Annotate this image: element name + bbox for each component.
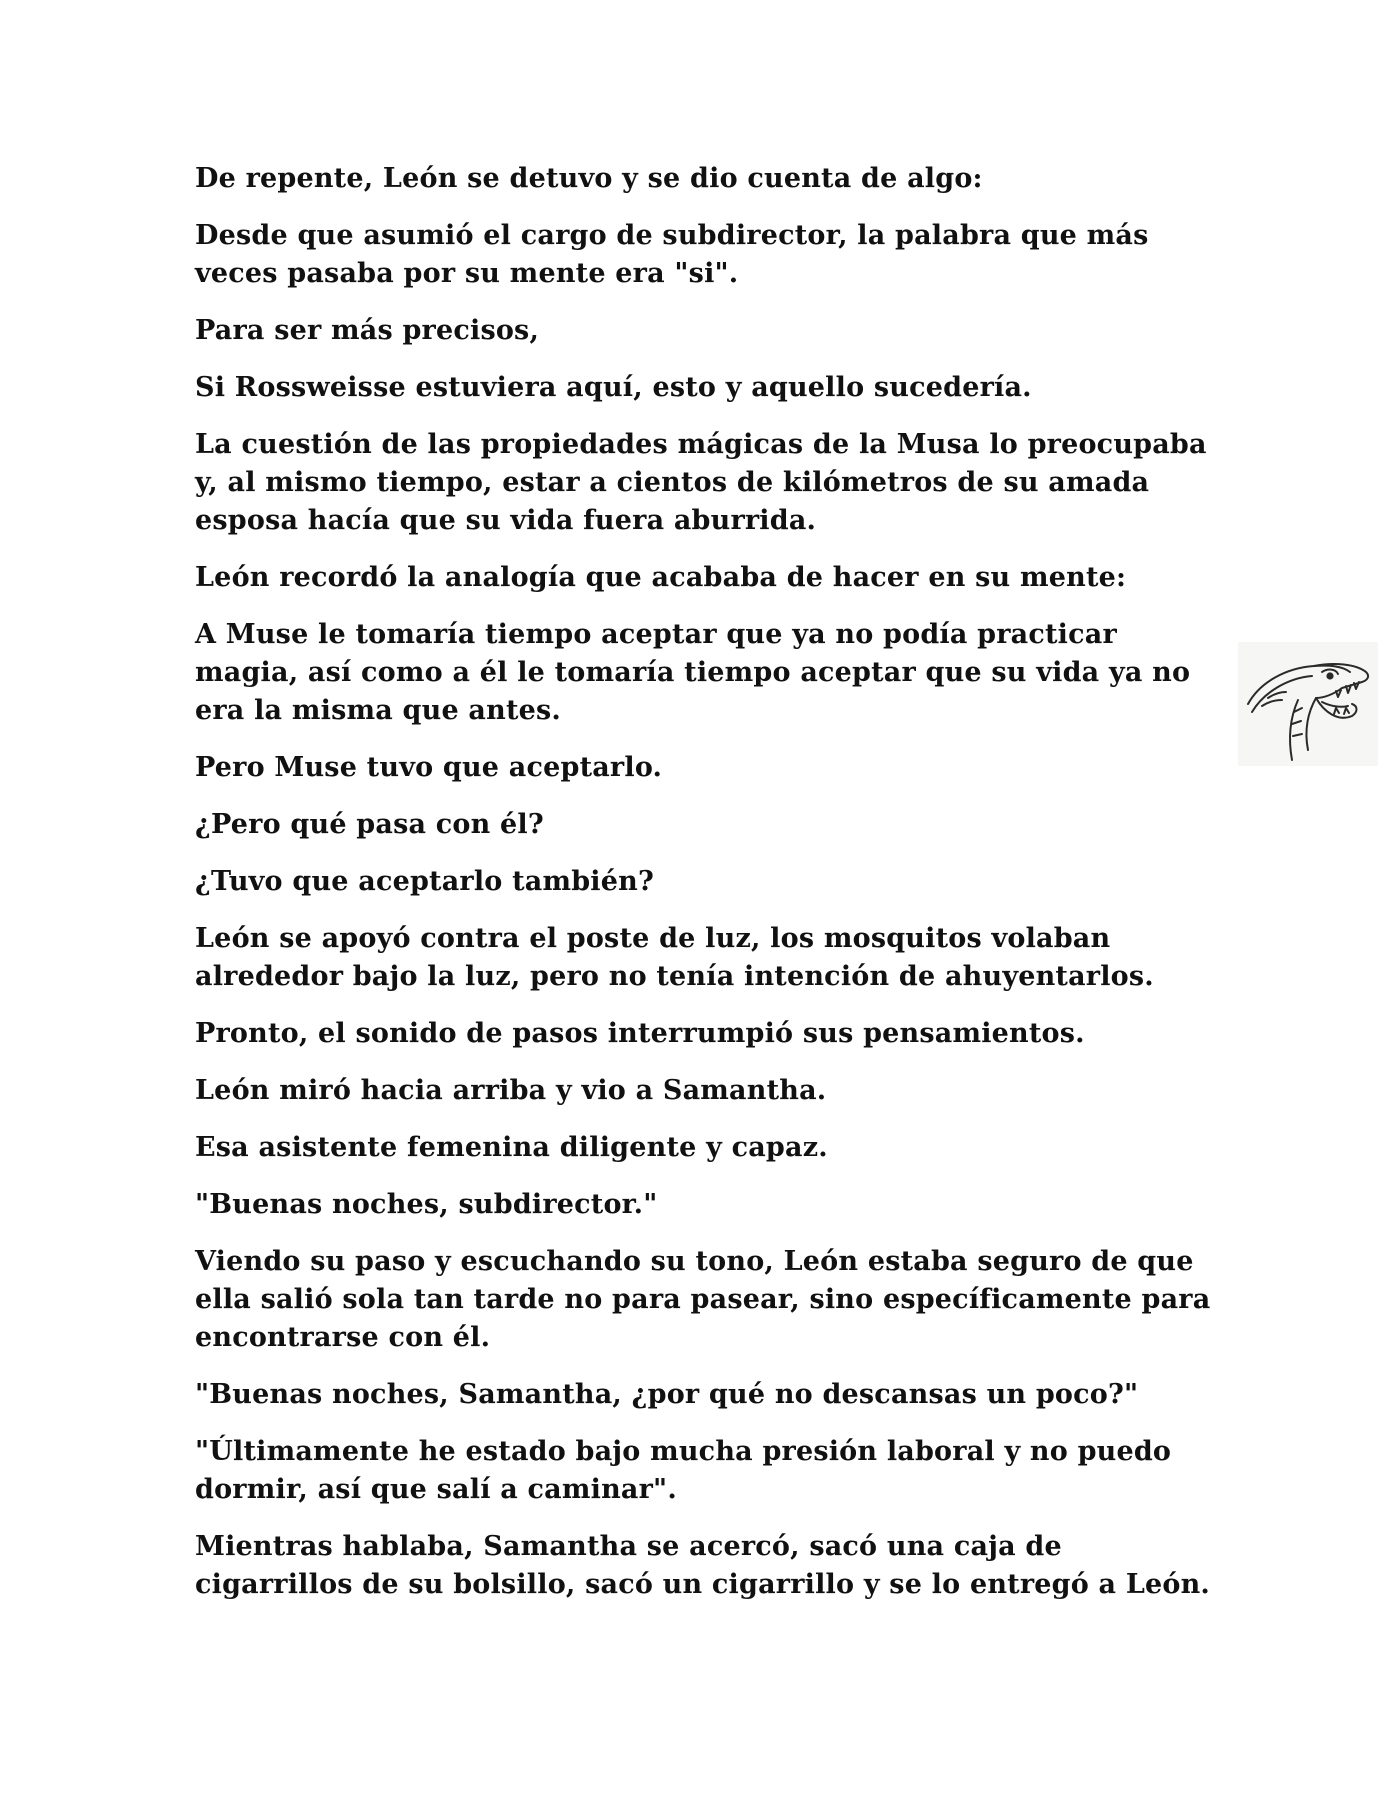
paragraph: Viendo su paso y escuchando su tono, León estaba seguro de que ella salió sola tan tarde no para pasear, sino específicamente para encontrarse con él. [195, 1246, 1211, 1353]
paragraph: Desde que asumió el cargo de subdirector, la palabra que más veces pasaba por su mente era "si". [195, 220, 1149, 289]
paragraph: La cuestión de las propiedades mágicas de la Musa lo preocupaba y, al mismo tiempo, estar a cientos de kilómetros de su amada esposa hacía que su vida fuera aburrida. [195, 429, 1207, 536]
paragraph: Mientras hablaba, Samantha se acercó, sacó una caja de cigarrillos de su bolsillo, sacó un cigarrillo y se lo entregó a León. [195, 1531, 1211, 1600]
paragraph: Si Rossweisse estuviera aquí, esto y aquello sucedería. [195, 372, 1032, 403]
paragraph: Esa asistente femenina diligente y capaz. [195, 1132, 828, 1163]
paragraph: ¿Tuvo que aceptarlo también? [195, 866, 654, 897]
paragraph: "Buenas noches, Samantha, ¿por qué no descansas un poco?" [195, 1379, 1139, 1410]
paragraph: De repente, León se detuvo y se dio cuenta de algo: [195, 163, 983, 194]
dinosaur-sketch-icon [1238, 642, 1378, 766]
story-text [195, 160, 1215, 1623]
paragraph: Para ser más precisos, [195, 315, 540, 346]
paragraph: "Buenas noches, subdirector." [195, 1189, 658, 1220]
paragraph: León se apoyó contra el poste de luz, los mosquitos volaban alrededor bajo la luz, pero no tenía intención de ahuyentarlos. [195, 923, 1154, 992]
paragraph: Pronto, el sonido de pasos interrumpió sus pensamientos. [195, 1018, 1085, 1049]
paragraph: Pero Muse tuvo que aceptarlo. [195, 752, 663, 783]
paragraph: León miró hacia arriba y vio a Samantha. [195, 1075, 827, 1106]
paragraph: León recordó la analogía que acababa de hacer en su mente: [195, 562, 1127, 593]
paragraph: "Últimamente he estado bajo mucha presión laboral y no puedo dormir, así que salí a caminar". [195, 1436, 1172, 1505]
paragraph: ¿Pero qué pasa con él? [195, 809, 544, 840]
paragraph: A Muse le tomaría tiempo aceptar que ya no podía practicar magia, así como a él le tomaría tiempo aceptar que su vida ya no era la misma que antes. [195, 619, 1191, 726]
